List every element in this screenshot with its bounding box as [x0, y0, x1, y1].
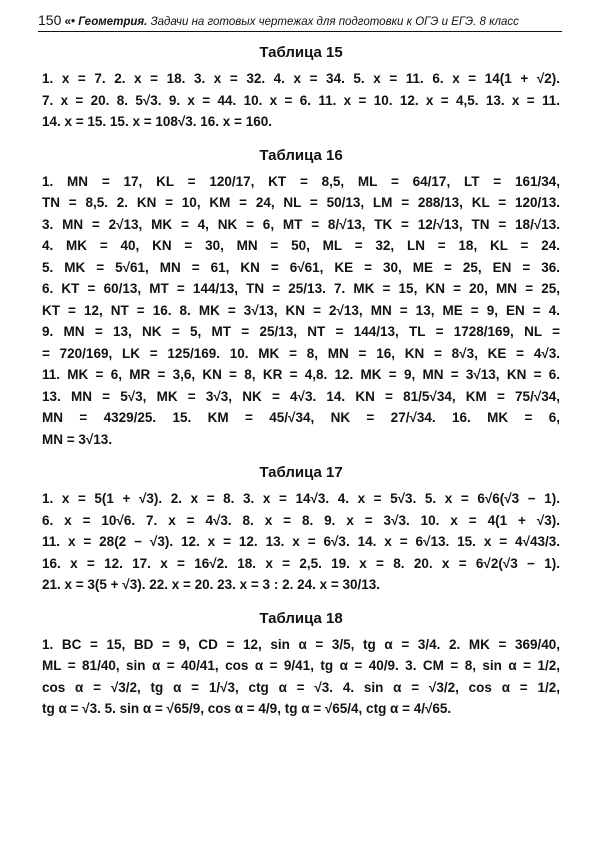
- book-title: Геометрия.: [78, 16, 148, 28]
- answer-line: cos α = √3/2, tg α = 1/√3, ctg α = √3. 4. sin α = √3/2, cos α = 1/2,: [42, 679, 560, 695]
- page-number: 150: [38, 12, 62, 28]
- answer-table-section: [42, 44, 560, 133]
- book-subtitle: Задачи на готовых чертежах для подготовки к ОГЭ и ЕГЭ. 8 класс: [150, 16, 519, 28]
- answer-line: 7. x = 20. 8. 5√3. 9. x = 44. 10. x = 6. 11. x = 10. 12. x = 4,5. 13. x = 11.: [42, 92, 560, 108]
- section-title: Таблица 15: [259, 44, 343, 61]
- section-gap: [42, 133, 560, 147]
- answer-line: 1. x = 5(1 + √3). 2. x = 8. 3. x = 14√3. 4. x = 5√3. 5. x = 6√6(√3 − 1).: [42, 491, 560, 506]
- running-header: [38, 12, 562, 32]
- answer-line: MN = 3√13.: [42, 431, 113, 447]
- answer-line: 9. MN = 13, NK = 5, MT = 25/13, NT = 144/13, TL = 1728/169, NL =: [42, 324, 560, 339]
- answer-line: 21. x = 3(5 + √3). 22. x = 20. 23. x = 3 : 2. 24. x = 30/13.: [42, 577, 381, 592]
- answer-line: 16. x = 12. 17. x = 16√2. 18. x = 2,5. 19. x = 8. 20. x = 6√2(√3 − 1).: [42, 555, 560, 571]
- answer-line: MN = 4329/25. 15. KM = 45/√34, NK = 27/√34. 16. MK = 6,: [42, 410, 560, 425]
- answer-line: 14. x = 15. 15. x = 108√3. 16. x = 160.: [42, 114, 272, 129]
- answer-line: 13. MN = 5√3, MK = 3√3, NK = 4√3. 14. KN = 81/5√34, KM = 75/√34,: [42, 388, 560, 404]
- answer-line: KT = 12, NT = 16. 8. MK = 3√13, KN = 2√13, MN = 13, ME = 9, EN = 4.: [42, 302, 560, 318]
- answer-line: = 720/169, LK = 125/169. 10. MK = 8, MN = 16, KN = 8√3, KE = 4√3.: [42, 345, 560, 361]
- section-title: Таблица 17: [259, 464, 343, 481]
- answer-line: TN = 8,5. 2. KN = 10, KM = 24, NL = 50/13, LM = 288/13, KL = 120/13.: [42, 195, 560, 210]
- answer-line: ML = 81/40, sin α = 40/41, cos α = 9/41, tg α = 40/9. 3. CM = 8, sin α = 1/2,: [42, 658, 560, 673]
- answer-table-section: [42, 610, 560, 720]
- section-title: Таблица 16: [259, 146, 343, 164]
- answer-line: 3. MN = 2√13, MK = 4, NK = 6, MT = 8/√13, TK = 12/√13, TN = 18/√13.: [42, 216, 560, 232]
- answer-line: 1. MN = 17, KL = 120/17, KT = 8,5, ML = 64/17, LT = 161/34,: [42, 173, 560, 189]
- answers-content: [42, 44, 560, 720]
- answer-line: 1. BC = 15, BD = 9, CD = 12, sin α = 3/5, tg α = 3/4. 2. MK = 369/40,: [42, 636, 560, 652]
- section-gap: [42, 596, 560, 610]
- answer-line: 6. KT = 60/13, MT = 144/13, TN = 25/13. 7. MK = 15, KN = 20, MN = 25,: [42, 281, 560, 296]
- section-gap: [42, 450, 560, 464]
- answer-line: 11. x = 28(2 − √3). 12. x = 12. 13. x = 6√3. 14. x = 6√13. 15. x = 4√43/3.: [42, 534, 560, 549]
- answer-table-section: [42, 147, 560, 451]
- answer-line: 4. MK = 40, KN = 30, MN = 50, ML = 32, LN = 18, KL = 24.: [42, 238, 560, 253]
- answer-line: 6. x = 10√6. 7. x = 4√3. 8. x = 8. 9. x = 3√3. 10. x = 4(1 + √3).: [42, 512, 560, 528]
- answer-table-section: [42, 464, 560, 596]
- answer-line: tg α = √3. 5. sin α = √65/9, cos α = 4/9, tg α = √65/4, ctg α = 4/√65.: [42, 701, 452, 716]
- answer-line: 1. x = 7. 2. x = 18. 3. x = 32. 4. x = 34. 5. x = 11. 6. x = 14(1 + √2).: [42, 71, 560, 86]
- section-title: Таблица 18: [259, 609, 343, 627]
- header-mark: «•: [64, 16, 75, 28]
- answer-line: 11. MK = 6, MR = 3,6, KN = 8, KR = 4,8. 12. MK = 9, MN = 3√13, KN = 6.: [42, 367, 560, 382]
- answer-line: 5. MK = 5√61, MN = 61, KN = 6√61, KE = 30, ME = 25, EN = 36.: [42, 259, 560, 275]
